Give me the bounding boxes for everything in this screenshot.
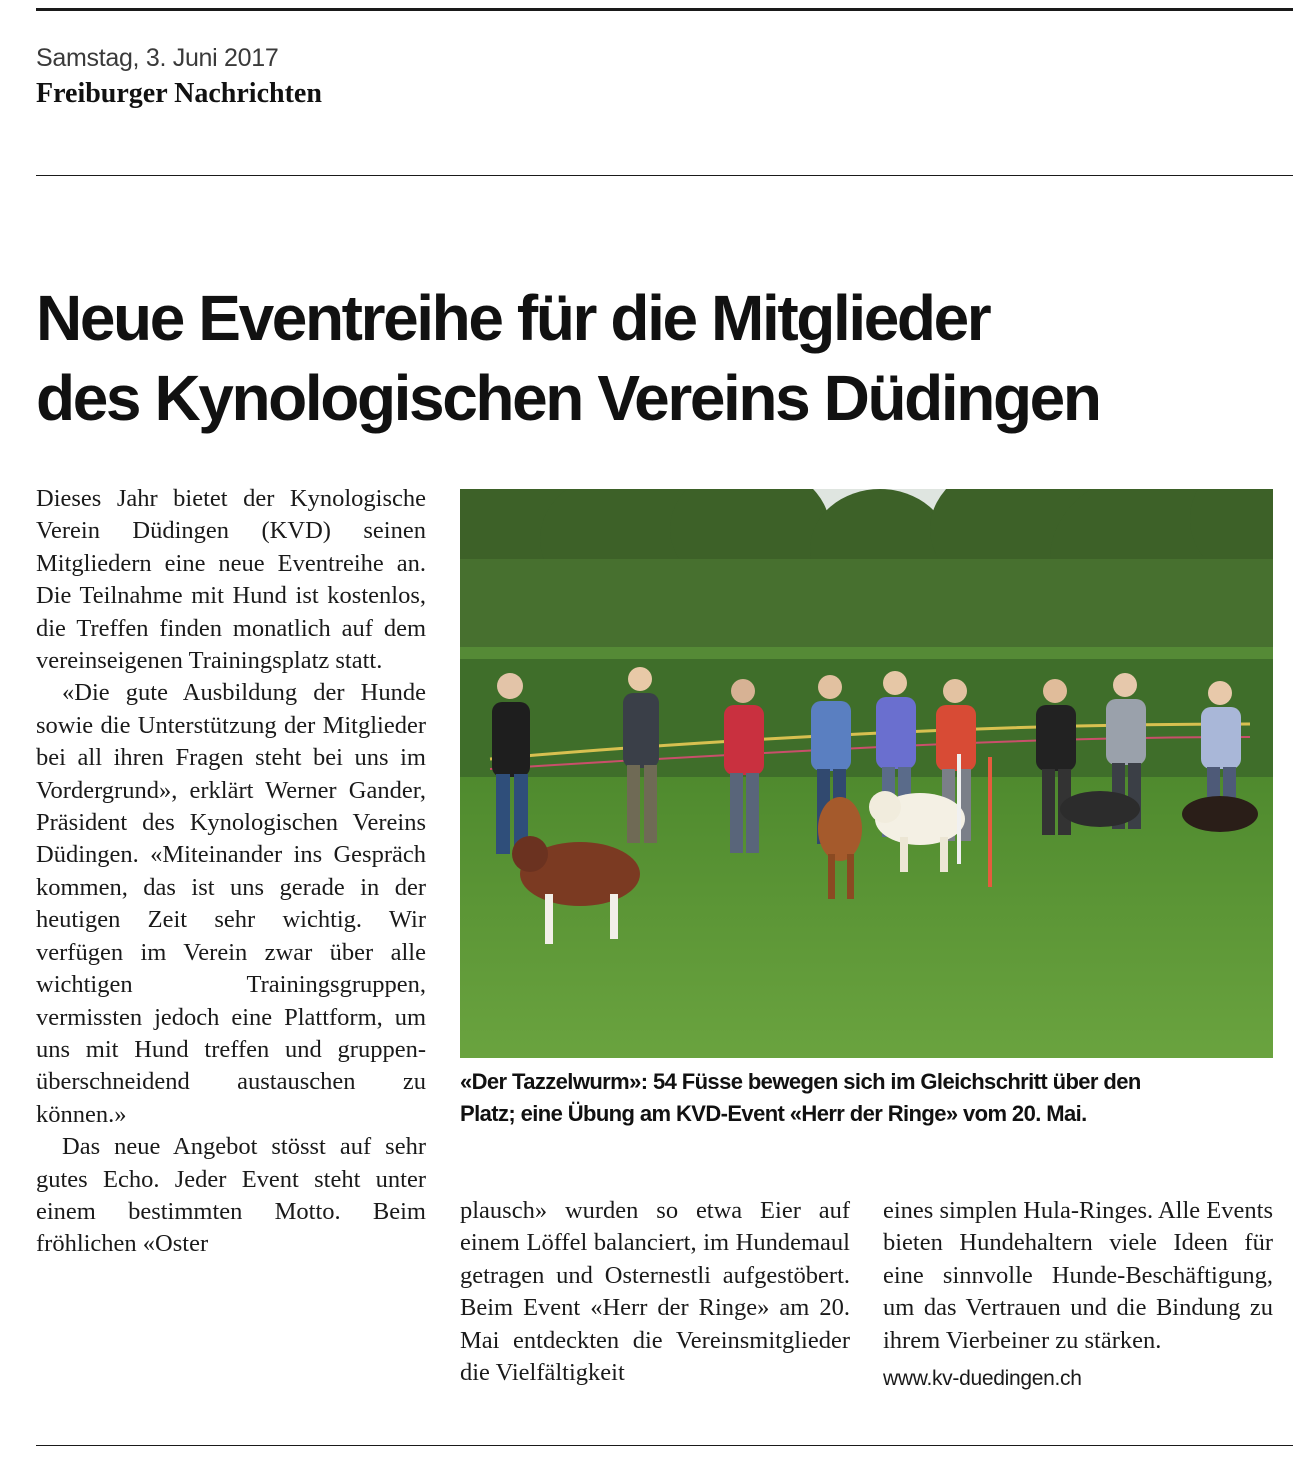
- headline-line-1: Neue Eventreihe für die Mitglieder: [36, 282, 990, 354]
- bottom-rule: [36, 1445, 1293, 1446]
- article-column-1: [36, 483, 426, 1261]
- paragraph-quote: «Die gute Ausbildung der Hunde sowie die Unterstützung der Mitglieder bei all ihren Fragen steht bei uns im Vordergrund», erklärt Werner Gander, Präsident des Kynologischen Vereins Düdingen. «Miteinander ins Gespräch kommen, das ist uns gerade in der heutigen Zeit sehr wichtig. Wir verfügen im Verein zwar über alle wichtigen Trainingsgruppen, vermissten jedoch eine Plattform, um uns mit Hund treffen und gruppenüberschneidend austauschen zu können.»: [36, 679, 426, 1128]
- caption-line-1: «Der Tazzelwurm»: 54 Füsse bewegen sich im Gleichschritt über den: [460, 1069, 1141, 1094]
- headline-line-2: des Kynologischen Vereins Düdingen: [36, 362, 1100, 434]
- paragraph-events-end: eines simplen Hula-Ringes. Alle Events bieten Hundehaltern viele Ideen für eine sinnvolle Hunde-Beschäftigung, um das Vertrauen und die Bindung zu ihrem Vierbeiner zu stärken.: [883, 1197, 1273, 1354]
- article-column-2: [460, 1195, 850, 1389]
- issue-date: Samstag, 3. Juni 2017: [36, 44, 279, 72]
- article-photo: [460, 489, 1273, 1058]
- top-rule: [36, 8, 1293, 11]
- publication-name: Freiburger Nachrichten: [36, 78, 322, 109]
- hedge: [460, 647, 1273, 782]
- caption-line-2: Platz; eine Übung am KVD-Event «Herr der Ringe» vom 20. Mai.: [460, 1101, 1087, 1126]
- paragraph-events-start: Das neue Angebot stösst auf sehr gutes Echo. Jeder Event steht unter einem bestimmten Motto. Beim fröhlichen «Oster: [36, 1133, 426, 1258]
- lawn: [460, 777, 1273, 1058]
- article-headline: [36, 278, 1266, 438]
- paragraph-events-middle: plausch» wurden so etwa Eier auf einem Löffel balanciert, im Hundemaul getragen und Osternestli aufgestöbert. Beim Event «Herr der Ringe» am 20. Mai entdeckten die Vereinsmitglieder die Vielfältigkeit: [460, 1197, 850, 1387]
- paragraph-intro: Dieses Jahr bietet der Kynologische Verein Düdingen (KVD) seinen Mitgliedern eine neue Eventreihe an. Die Teilnahme mit Hund ist kostenlos, die Treffen finden monatlich auf dem vereinseigenen Trainingsplatz statt.: [36, 485, 426, 675]
- photo-caption: [460, 1066, 1273, 1130]
- tree-canopy: [460, 489, 1273, 649]
- club-website-link[interactable]: www.kv-duedingen.ch: [883, 1367, 1082, 1391]
- header-divider: [36, 175, 1293, 176]
- article-column-3: [883, 1195, 1273, 1395]
